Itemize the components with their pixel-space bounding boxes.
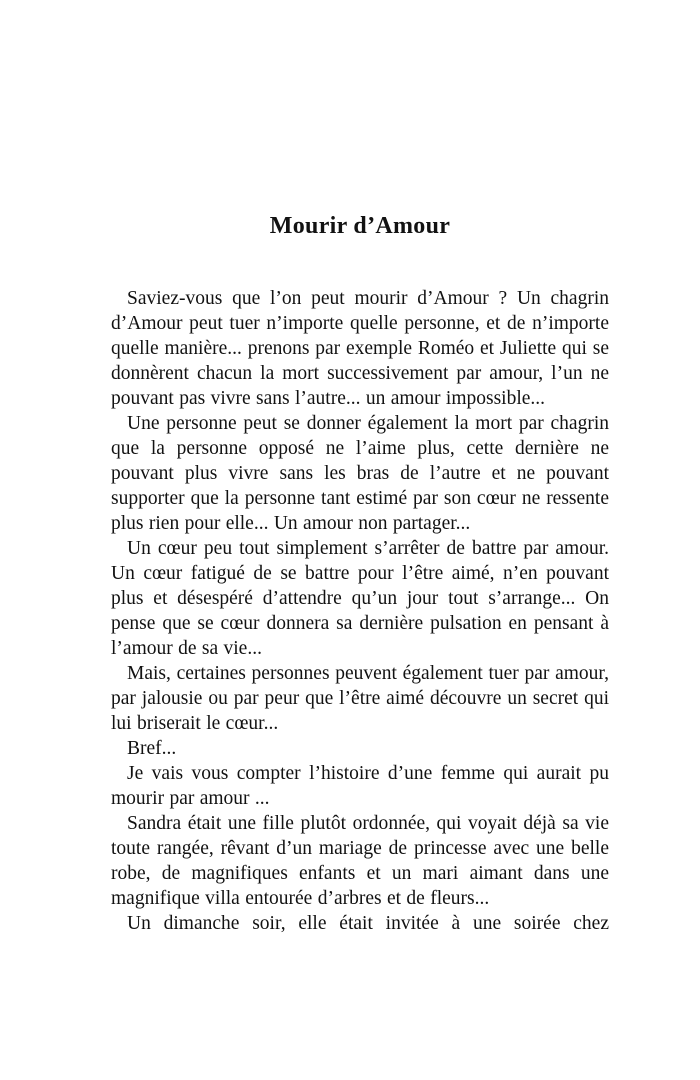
paragraph: Je vais vous compter l’histoire d’une femme qui aurait pu mourir par amour ... <box>111 763 609 809</box>
paragraph: Saviez-vous que l’on peut mourir d’Amour ? Un chagrin d’Amour peut tuer n’importe quelle personne, et de n’importe quelle manière... prenons par exemple Roméo et Juliette qui se donnèrent chacun la mort successivement par amour, l’un ne pouvant pas vivre sans l’autre... un amour impossible... <box>111 288 609 409</box>
paragraph: Mais, certaines personnes peuvent également tuer par amour, par jalousie ou par peur que l’être aimé découvre un secret qui lui briserait le cœur... <box>111 663 609 734</box>
body-text <box>111 286 609 936</box>
paragraph: Bref... <box>127 738 177 759</box>
paragraph: Un cœur peu tout simplement s’arrêter de battre par amour. Un cœur fatigué de se battre pour l’être aimé, n’en pouvant plus et désespéré d’attendre qu’un jour tout s’arrange... On pense que se cœur donnera sa dernière pulsation en pensant à l’amour de sa vie... <box>111 538 609 659</box>
paragraph: Une personne peut se donner également la mort par chagrin que la personne opposé ne l’aime plus, cette dernière ne pouvant plus vivre sans les bras de l’autre et ne pouvant supporter que la personne tant estimé par son cœur ne ressente plus rien pour elle... Un amour non partager... <box>111 413 609 534</box>
paragraph: Un dimanche soir, elle était invitée à une soirée chez <box>127 913 609 934</box>
paragraph: Sandra était une fille plutôt ordonnée, qui voyait déjà sa vie toute rangée, rêvant d’un mariage de princesse avec une belle robe, de magnifiques enfants et un mari aimant dans une magnifique villa entourée d’arbres et de fleurs... <box>111 813 609 909</box>
page-title: Mourir d’Amour <box>269 213 451 239</box>
text-block <box>111 212 609 936</box>
